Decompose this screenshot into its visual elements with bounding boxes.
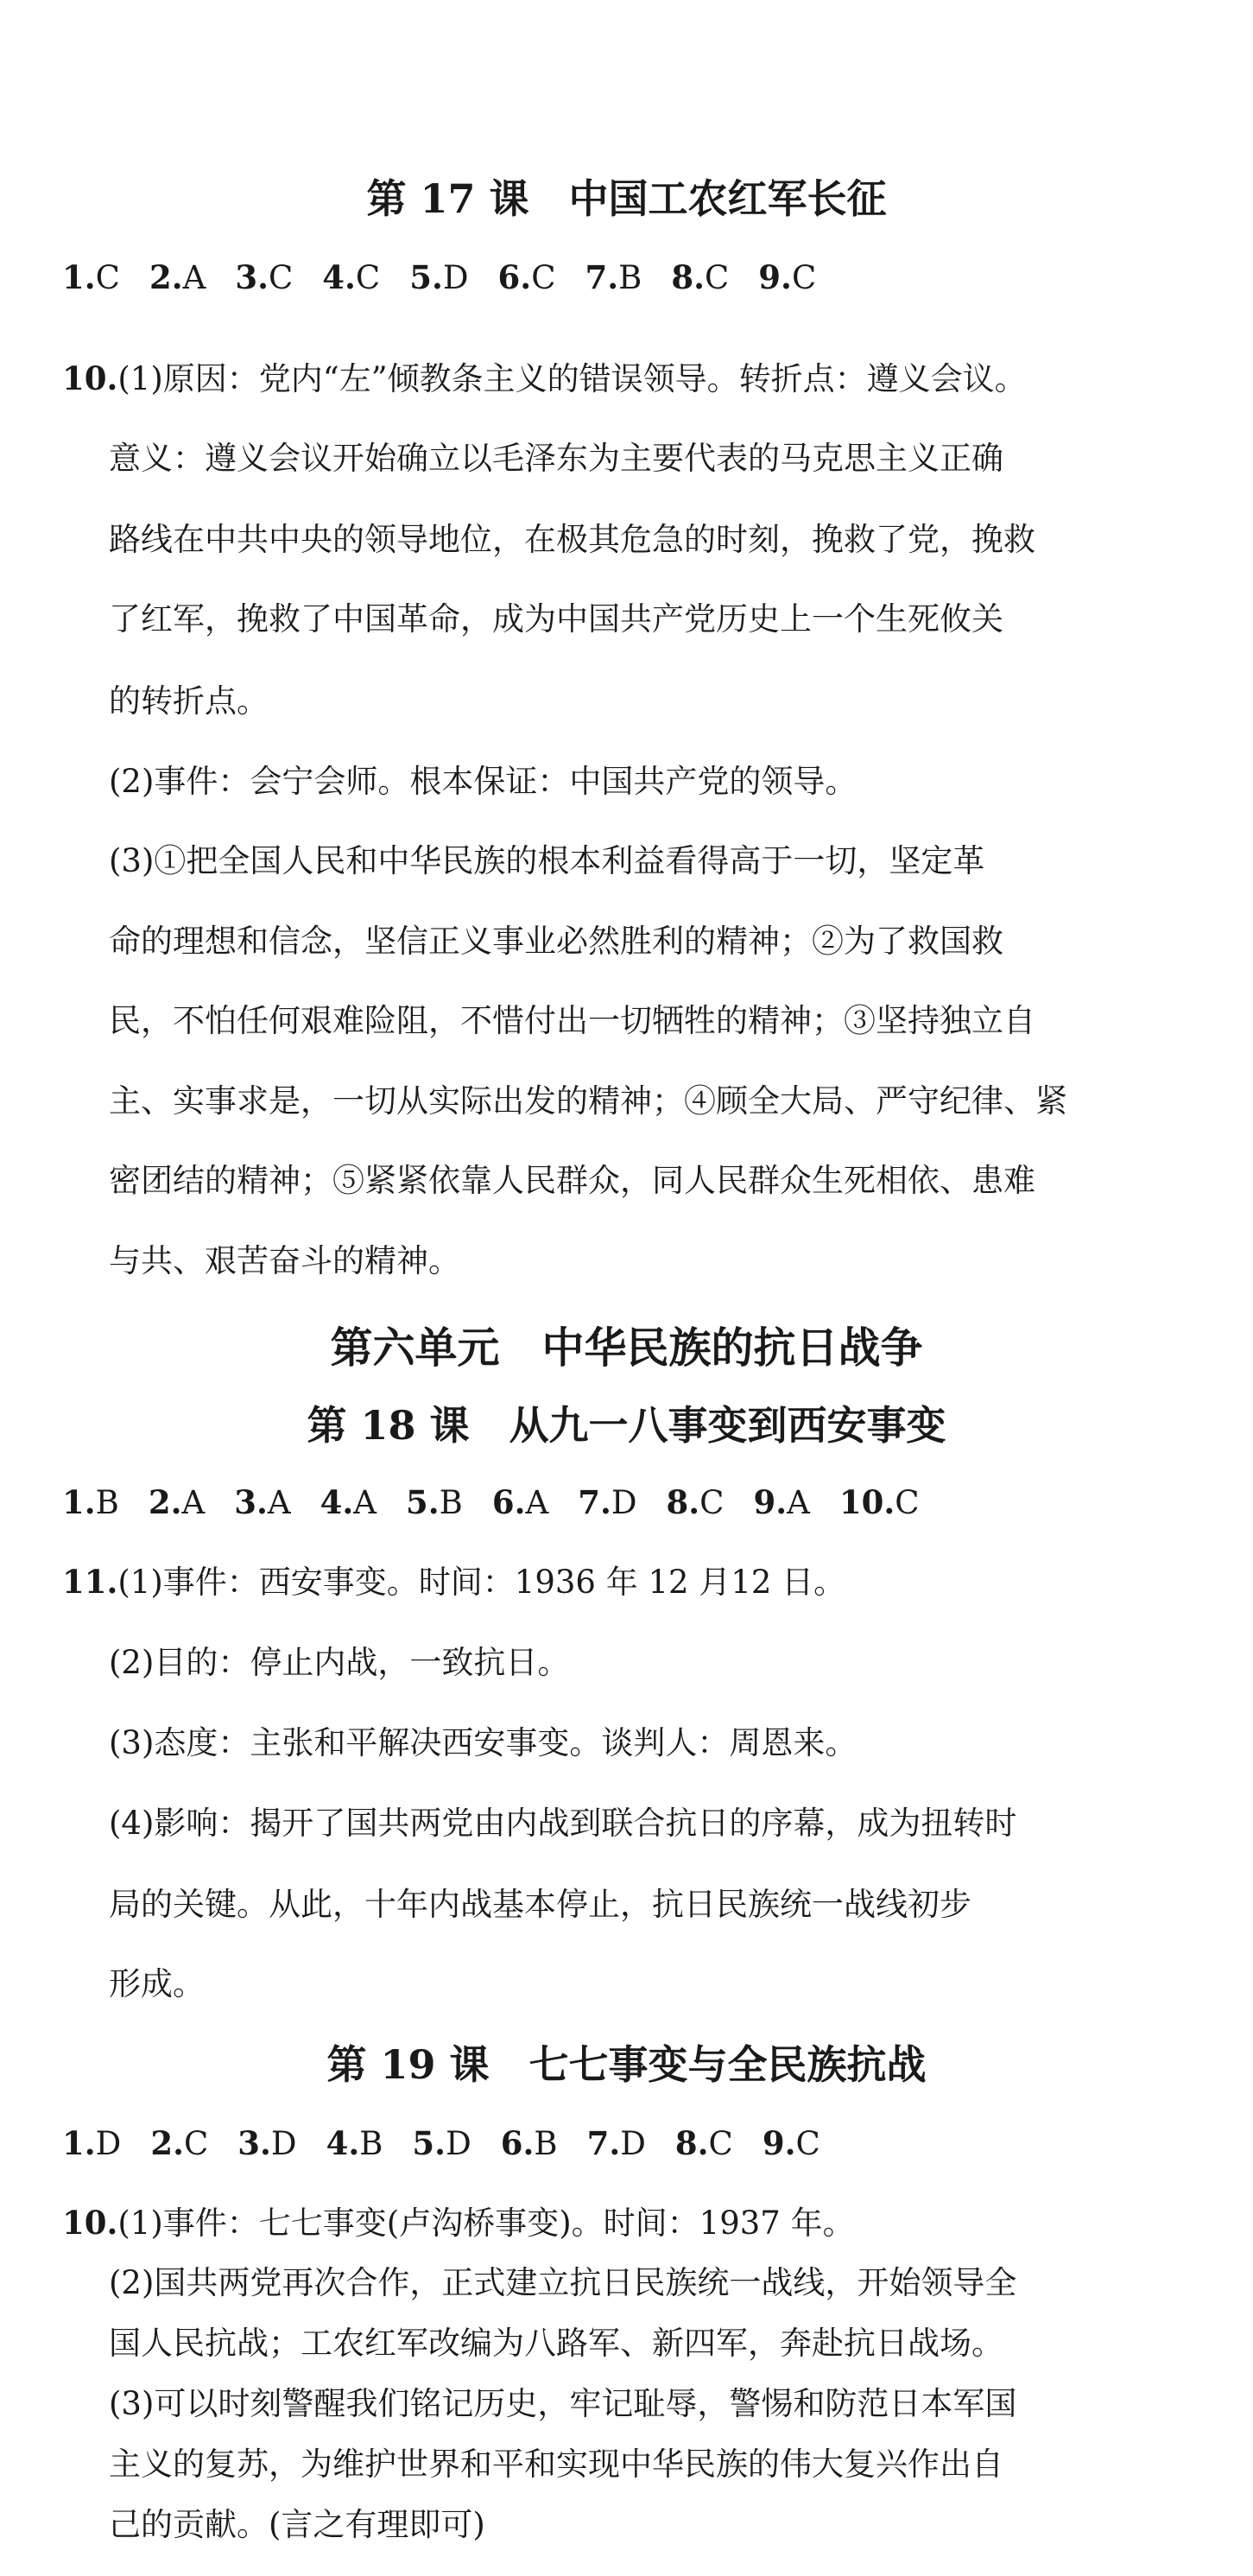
lesson17-q10-line: 意义：遵义会议开始确立以毛泽东为主要代表的马克思主义正确 (109, 440, 1003, 477)
mc-answer-letter: C (699, 1484, 725, 1521)
mc-answer-number: 9 (762, 2124, 785, 2162)
mc-answer-dot: . (784, 2124, 796, 2162)
mc-answer (585, 259, 642, 296)
mc-answer (587, 2125, 646, 2162)
lesson17-q10-line (62, 357, 1027, 401)
mc-answer-number: 6 (497, 258, 521, 296)
mc-answer-letter: B (534, 2125, 558, 2162)
mc-answer-dot: . (257, 258, 269, 296)
lesson17-q10-line: 密团结的精神；⑤紧紧依靠人民群众，同人民群众生死相依、患难 (109, 1162, 1035, 1199)
mc-answer (498, 259, 556, 296)
lesson17-q10-line: 了红军，挽救了中国革命，成为中国共产党历史上一个生死攸关 (109, 600, 1003, 638)
mc-answer-number: 4 (326, 2124, 349, 2162)
mc-answer (322, 259, 380, 296)
mc-answer-letter: C (795, 2125, 820, 2162)
mc-answer (62, 259, 120, 296)
question-number: 10. (62, 2204, 118, 2242)
mc-answer-number: 3 (235, 258, 258, 296)
lesson19-q10-line: (3)可以时刻警醒我们铭记历史，牢记耻辱，警惕和防范日本军国 (109, 2385, 1017, 2422)
mc-answer-letter: B (95, 1484, 119, 1521)
question-number: 10. (62, 359, 118, 397)
mc-answer (763, 2125, 820, 2162)
mc-answer-dot: . (345, 258, 356, 296)
lesson19-mc-answers (62, 2122, 850, 2166)
mc-answer-number: 2 (149, 258, 172, 296)
mc-answer-number: 8 (666, 1483, 689, 1521)
mc-answer (409, 259, 468, 296)
mc-answer-dot: . (514, 1483, 526, 1521)
mc-answer-number: 3 (237, 2124, 261, 2162)
lesson17-q10-line: (3)①把全国人民和中华民族的根本利益看得高于一切，坚定革 (109, 842, 985, 879)
mc-answer-number: 9 (758, 258, 782, 296)
mc-answer-dot: . (256, 1483, 268, 1521)
mc-answer-dot: . (84, 1483, 96, 1521)
mc-answer-dot: . (609, 2124, 621, 2162)
mc-answer-number: 7 (585, 258, 608, 296)
lesson18-mc-answers (62, 1481, 949, 1525)
mc-answer-dot: . (170, 1483, 182, 1521)
mc-answer-dot: . (173, 2124, 184, 2162)
mc-answer-dot: . (883, 1483, 895, 1521)
mc-answer-letter: C (95, 259, 120, 296)
mc-answer (320, 1484, 377, 1521)
mc-answer-dot: . (260, 2124, 271, 2162)
mc-answer-letter: D (620, 2125, 646, 2162)
lesson18-q11-line: (3)态度：主张和平解决西安事变。谈判人：周恩来。 (109, 1724, 857, 1761)
mc-answer-letter: D (446, 2125, 471, 2162)
mc-answer-number: 5 (409, 258, 432, 296)
mc-answer-dot: . (348, 2124, 360, 2162)
mc-answer-letter: A (182, 259, 206, 296)
mc-answer-number: 4 (320, 1483, 343, 1521)
mc-answer-letter: B (439, 1484, 463, 1521)
mc-answer (501, 2125, 558, 2162)
mc-answer-number: 7 (586, 2124, 610, 2162)
mc-answer-letter: C (183, 2125, 209, 2162)
lesson17-q10-line: 与共、艰苦奋斗的精神。 (109, 1242, 460, 1279)
mc-answer-letter: A (353, 1484, 377, 1521)
lesson18-q11-line: 局的关键。从此，十年内战基本停止，抗日民族统一战线初步 (109, 1886, 971, 1923)
lesson18-q11-line (62, 1560, 845, 1604)
mc-answer (62, 2125, 121, 2162)
mc-answer (235, 259, 293, 296)
mc-answer (150, 2125, 208, 2162)
mc-answer-letter: C (708, 2125, 733, 2162)
mc-answer-letter: A (787, 1484, 810, 1521)
mc-answer-dot: . (607, 258, 619, 296)
mc-answer-dot: . (427, 1483, 440, 1521)
mc-answer (62, 1484, 119, 1521)
mc-answer-number: 2 (150, 2124, 174, 2162)
mc-answer-letter: C (531, 259, 556, 296)
lesson19-q10-line: 己的贡献。(言之有理即可) (109, 2506, 485, 2543)
mc-answer-number: 4 (322, 258, 345, 296)
answer-text: (1)原因：党内“左”倾教条主义的错误领导。转折点：遵义会议。 (117, 360, 1027, 397)
mc-answer (667, 1484, 725, 1521)
mc-answer-letter: D (95, 2125, 122, 2162)
mc-answer-number: 6 (491, 1483, 515, 1521)
mc-answer-dot: . (84, 258, 96, 296)
mc-answer-letter: D (442, 259, 469, 296)
mc-answer (326, 2125, 383, 2162)
lesson18-q11-line: (2)目的：停止内战，一致抗日。 (109, 1644, 570, 1681)
lesson18-title: 第 18 课 从九一八事变到西安事变 (307, 1402, 946, 1449)
mc-answer-number: 2 (148, 1483, 171, 1521)
mc-answer (578, 1484, 636, 1521)
mc-answer-number: 8 (674, 2124, 698, 2162)
mc-answer (753, 1484, 809, 1521)
lesson19-q10-line: 国人民抗战；工农红军改编为八路军、新四军，奔赴抗日战场。 (109, 2325, 1003, 2362)
mc-answer-number: 1 (62, 1483, 85, 1521)
mc-answer (234, 1484, 290, 1521)
mc-answer (675, 2125, 733, 2162)
mc-answer-dot: . (693, 258, 705, 296)
mc-answer (149, 259, 206, 296)
mc-answer-letter: C (791, 259, 817, 296)
lesson19-q10-line: (2)国共两党再次合作，正式建立抗日民族统一战线，开始领导全 (109, 2264, 1017, 2301)
mc-answer-number: 9 (753, 1483, 776, 1521)
mc-answer-dot: . (520, 258, 532, 296)
lesson17-q10-line: 路线在中共中央的领导地位，在极其危急的时刻，挽救了党，挽救 (109, 521, 1035, 558)
mc-answer-dot: . (342, 1483, 354, 1521)
mc-answer-number: 10 (838, 1483, 884, 1521)
mc-answer-number: 6 (500, 2124, 523, 2162)
mc-answer-letter: C (704, 259, 730, 296)
lesson17-mc-answers (62, 256, 845, 300)
mc-answer-letter: B (618, 259, 642, 296)
mc-answer-dot: . (522, 2124, 535, 2162)
mc-answer-dot: . (84, 2124, 96, 2162)
mc-answer (758, 259, 816, 296)
lesson17-q10-line: 的转折点。 (109, 682, 269, 720)
mc-answer-dot: . (599, 1483, 611, 1521)
mc-answer-dot: . (775, 1483, 788, 1521)
mc-answer (406, 1484, 463, 1521)
mc-answer-letter: A (181, 1484, 206, 1521)
mc-answer-letter: C (268, 259, 294, 296)
lesson19-q10-line: 主义的复苏，为维护世界和平和实现中华民族的伟大复兴作出自 (109, 2446, 1003, 2483)
mc-answer-letter: B (359, 2125, 383, 2162)
mc-answer-letter: D (270, 2125, 297, 2162)
lesson17-q10-line: (2)事件：会宁会师。根本保证：中国共产党的领导。 (109, 763, 857, 800)
mc-answer-letter: C (895, 1484, 920, 1521)
lesson17-q10-line: 命的理想和信念，坚信正义事业必然胜利的精神；②为了救国救 (109, 923, 1003, 960)
mc-answer (492, 1484, 548, 1521)
lesson17-q10-line: 主、实事求是，一切从实际出发的精神；④顾全大局、严守纪律、紧 (109, 1082, 1067, 1120)
mc-answer (412, 2125, 471, 2162)
lesson17-q10-line: 民，不怕任何艰难险阻，不惜付出一切牺牲的精神；③坚持独立自 (109, 1002, 1035, 1039)
mc-answer-number: 8 (671, 258, 694, 296)
mc-answer-dot: . (171, 258, 183, 296)
mc-answer-letter: A (525, 1484, 549, 1521)
mc-answer (671, 259, 729, 296)
mc-answer-number: 1 (62, 258, 85, 296)
lesson19-title: 第 19 课 七七事变与全民族抗战 (326, 2041, 927, 2088)
mc-answer (149, 1484, 205, 1521)
mc-answer-number: 5 (405, 1483, 428, 1521)
mc-answer-dot: . (688, 1483, 700, 1521)
lesson19-q10-line (62, 2201, 855, 2245)
unit6-title: 第六单元 中华民族的抗日战争 (330, 1323, 923, 1373)
lesson17-title: 第 17 课 中国工农红军长征 (366, 175, 887, 222)
mc-answer-number: 1 (62, 2124, 85, 2162)
mc-answer-dot: . (781, 258, 792, 296)
mc-answer-dot: . (697, 2124, 709, 2162)
mc-answer (237, 2125, 296, 2162)
question-number: 11. (62, 1563, 118, 1601)
mc-answer-number: 7 (578, 1483, 600, 1521)
mc-answer-dot: . (434, 2124, 446, 2162)
mc-answer-letter: D (611, 1484, 637, 1521)
lesson18-q11-line: (4)影响：揭开了国共两党由内战到联合抗日的序幕，成为扭转时 (109, 1805, 1017, 1842)
lesson18-q11-line: 形成。 (109, 1965, 205, 2002)
mc-answer-letter: C (355, 259, 381, 296)
answer-text: (1)事件：七七事变(卢沟桥事变)。时间：1937 年。 (117, 2205, 855, 2242)
mc-answer-dot: . (431, 258, 443, 296)
mc-answer-number: 3 (234, 1483, 256, 1521)
mc-answer (839, 1484, 920, 1521)
answer-text: (1)事件：西安事变。时间：1936 年 12 月12 日。 (117, 1564, 846, 1601)
mc-answer-number: 5 (412, 2124, 435, 2162)
mc-answer-letter: A (267, 1484, 291, 1521)
